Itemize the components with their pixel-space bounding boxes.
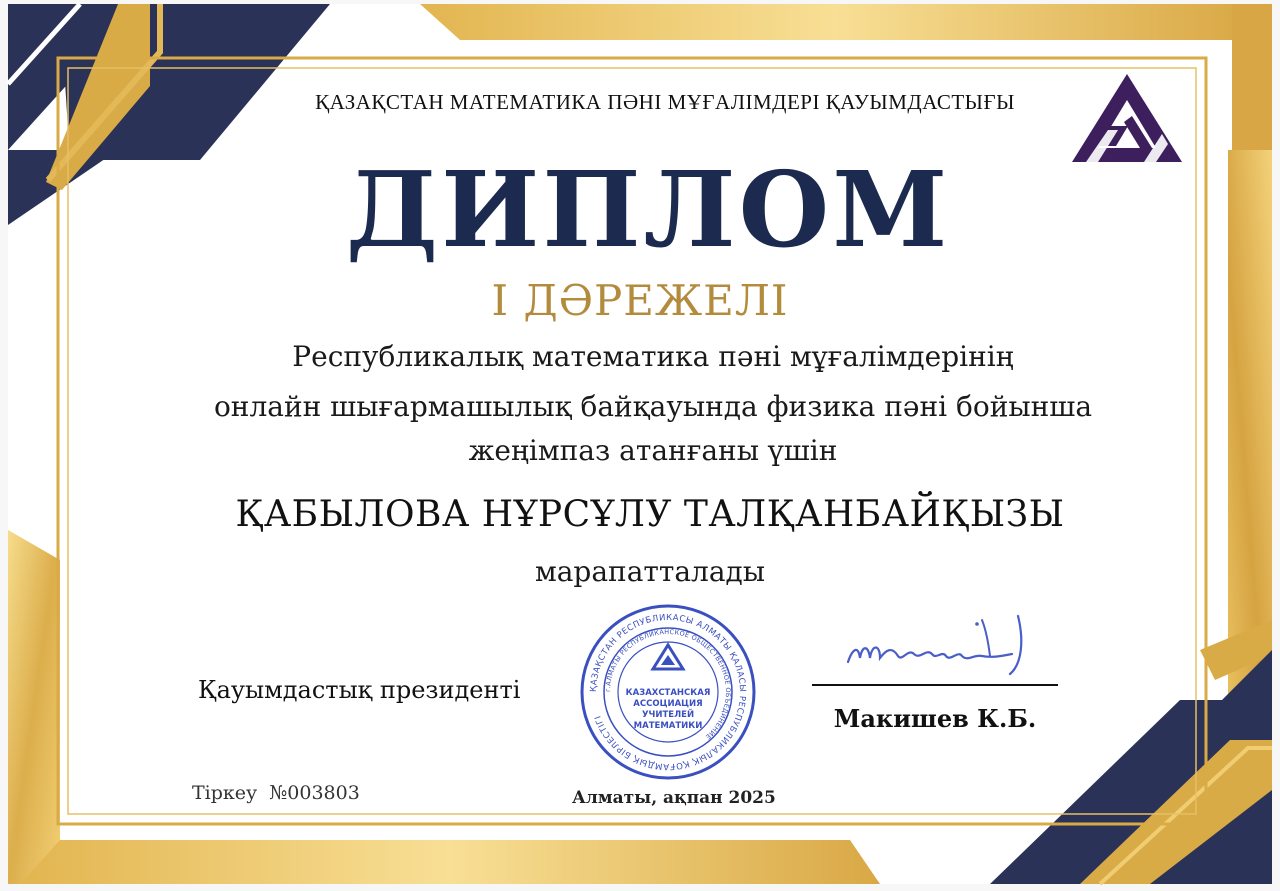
signatory-role: Қауымдастық президенті [198, 676, 521, 704]
stamp-seal [579, 603, 757, 781]
body-line-3: жеңімпаз атанғаны үшін [468, 434, 838, 467]
recipient-name: ҚАБЫЛОВА НҰРСҰЛУ ТАЛҚАНБАЙҚЫЗЫ [235, 494, 1065, 535]
stamp-line-3: УЧИТЕЛЕЙ [641, 710, 695, 720]
stamp-inner-ring-text: г.АЛМАТЫ РЕСПУБЛИКАНСКОЕ ОБЩЕСТВЕННОЕ ОБЪЕДИНЕНИЕ [603, 627, 733, 742]
body-line-1: Республикалық математика пәні мұғалімдерінің [292, 340, 1014, 373]
degree-label: І ДӘРЕЖЕЛІ [491, 276, 789, 325]
stamp-line-2: АССОЦИАЦИЯ [633, 699, 703, 709]
body-line-2: онлайн шығармашылық байқауында физика пәні бойынша [213, 390, 1093, 423]
signature-line [812, 684, 1058, 686]
association-name: ҚАЗАҚСТАН МАТЕМАТИКА ПӘНІ МҰҒАЛІМДЕРІ ҚАУЫМДАСТЫҒЫ [315, 90, 1015, 114]
signatory-name: Макишев К.Б. [833, 704, 1037, 733]
handwritten-signature [842, 610, 1032, 682]
stamp-line-1: КАЗАХСТАНСКАЯ [625, 688, 711, 698]
association-logo-icon [1068, 70, 1186, 166]
stamp-line-4: МАТЕМАТИКИ [633, 721, 703, 731]
registration-number: Тіркеу №003803 [192, 782, 360, 804]
diploma-title: ДИПЛОМ [345, 148, 951, 271]
awarded-text: марапатталады [534, 555, 766, 588]
place-date: Алматы, ақпан 2025 [572, 788, 776, 808]
stamp-outer-ring-text: ҚАЗАҚСТАН РЕСПУБЛИКАСЫ АЛМАТЫ ҚАЛАСЫ РЕСПУБЛИКАЛЫҚ ҚОҒАМДЫҚ БІРЛЕСТІГІ [588, 612, 748, 772]
